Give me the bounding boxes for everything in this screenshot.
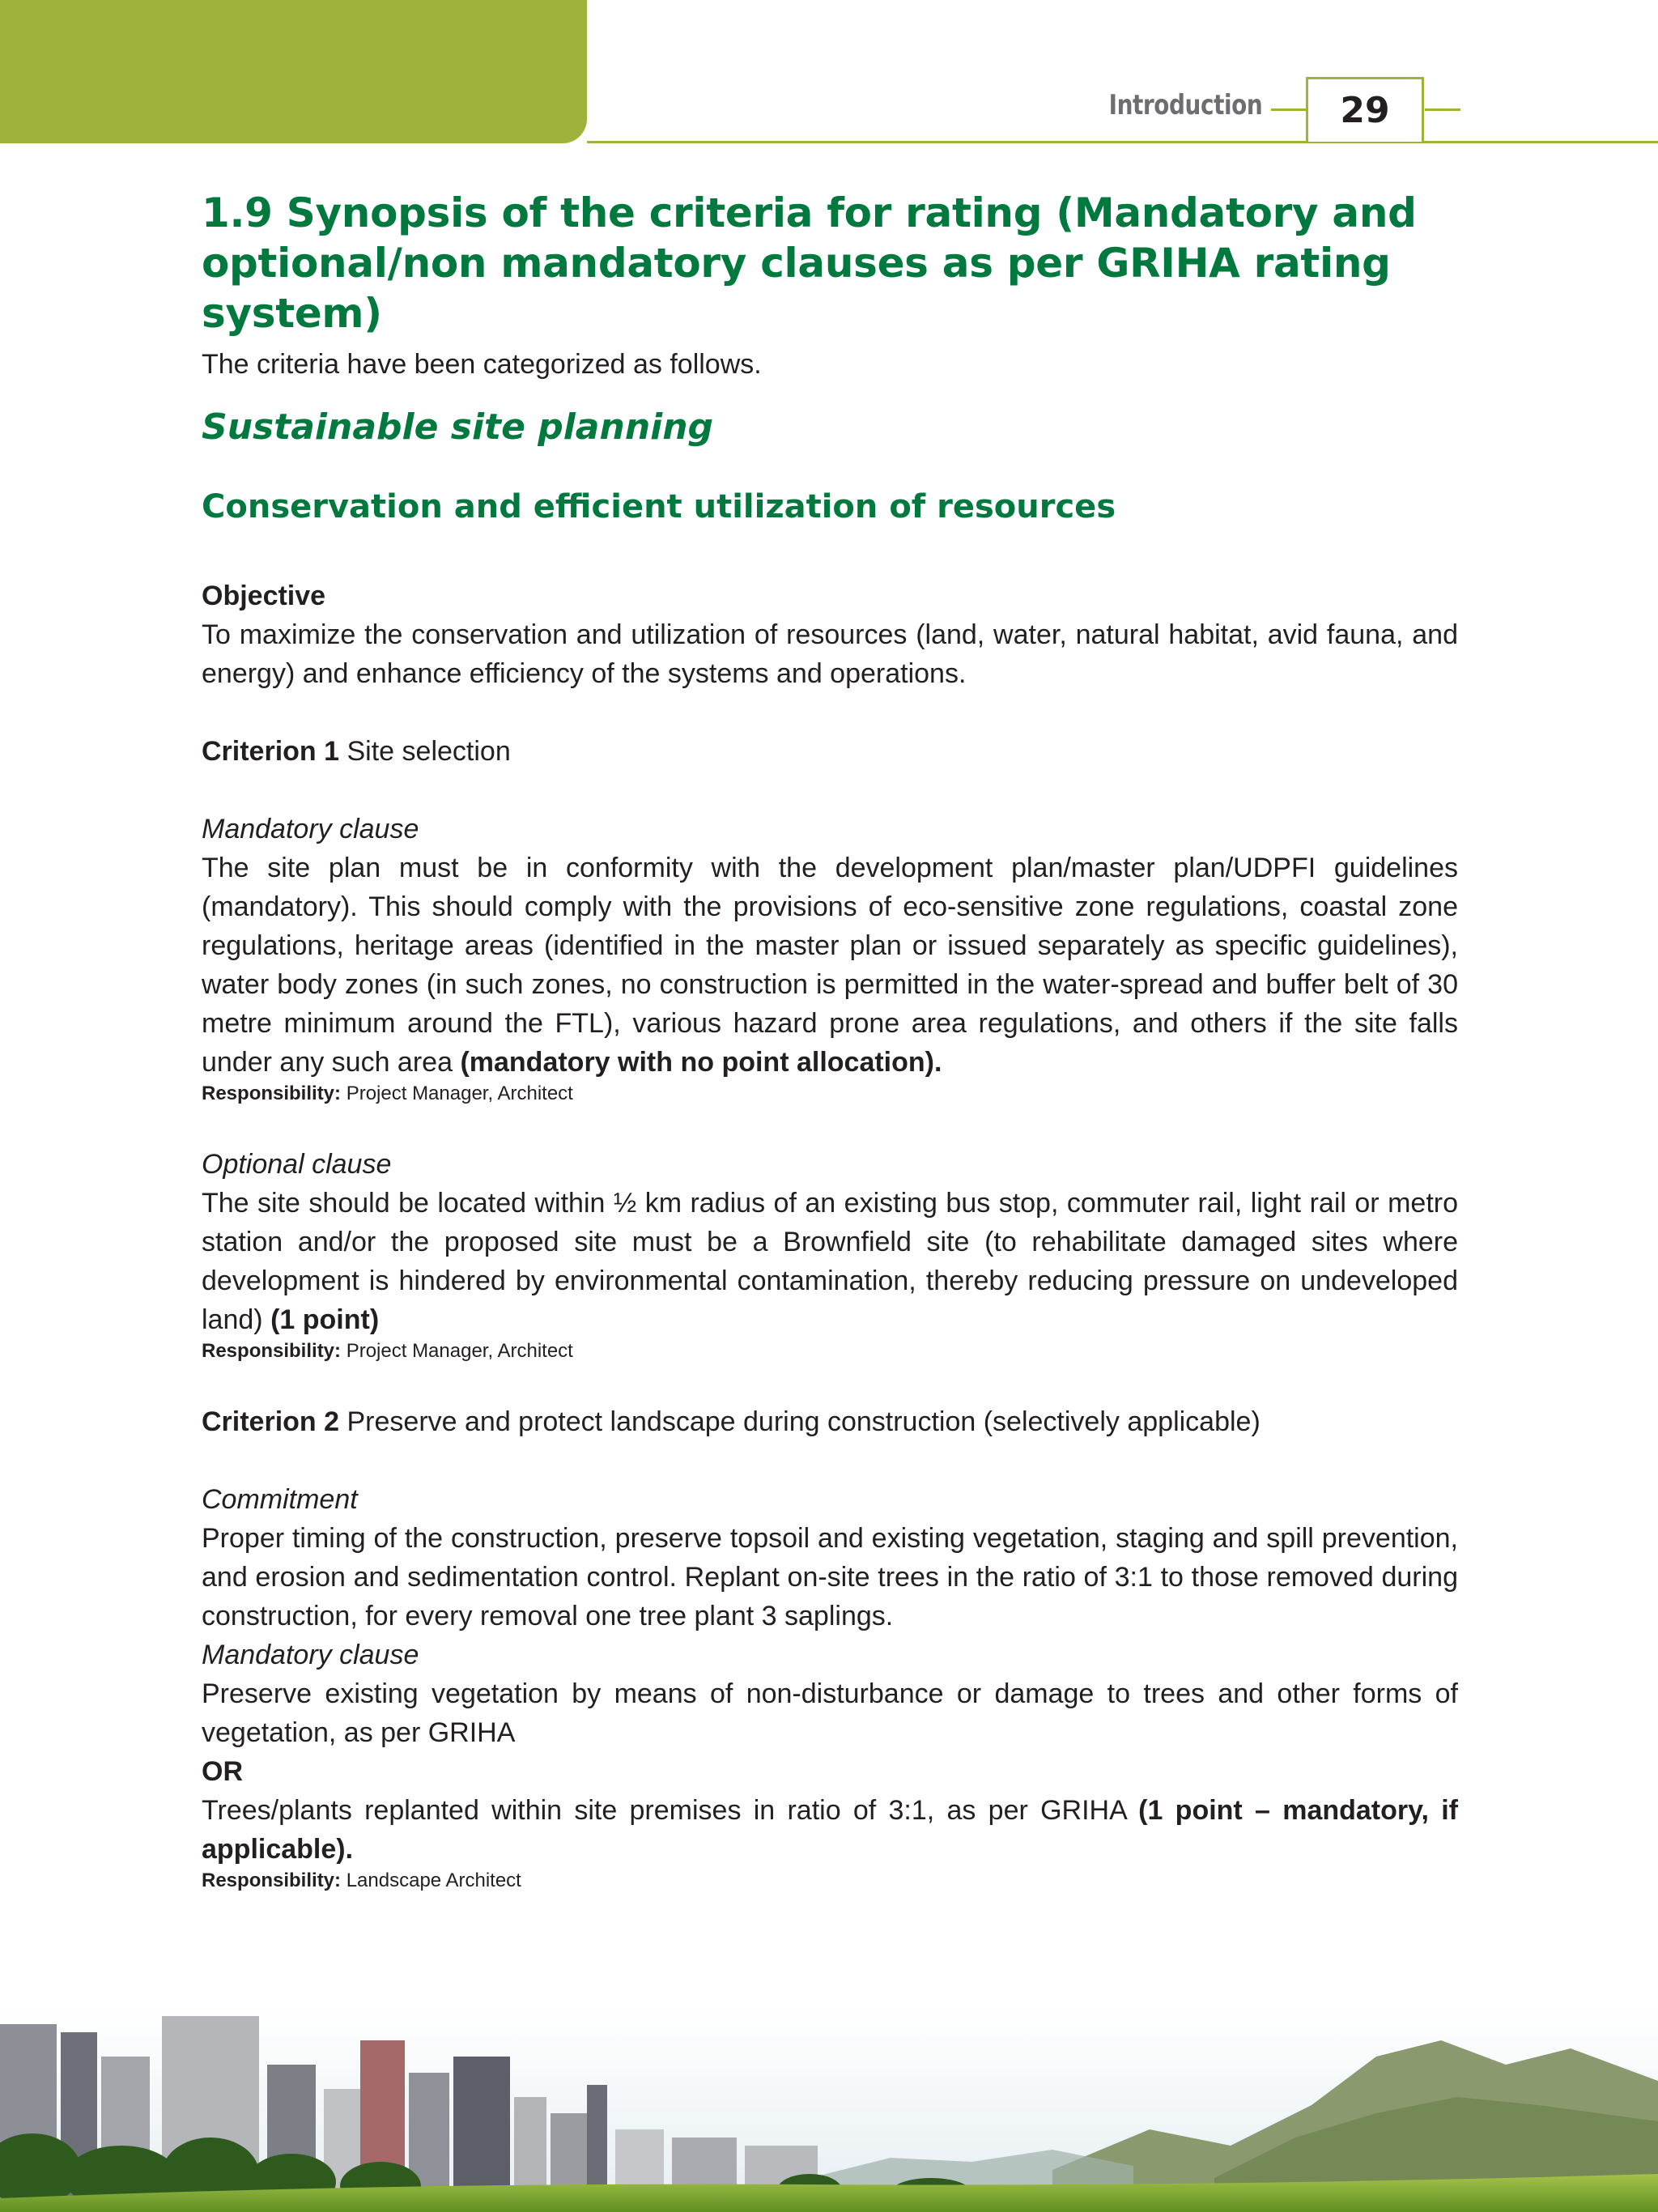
criterion-2-commitment-text: Proper timing of the construction, preserve topsoil and existing vegetation, staging and spill prevention, and erosion and sedimentation control. Replant on-site trees in the ratio of 3:1 to those removed during construction, for every removal one tree plant 3 saplings. [202,1523,1458,1631]
criterion-1-name: Site selection [346,736,511,767]
objective-heading: Objective [202,581,326,611]
criterion-1-optional-text: The site should be located within ½ km radius of an existing bus stop, commuter rail, light rail or metro station and/or the proposed site must be a Brownfield site (to rehabilitate damaged sites where development is hindered by environmental contamination, thereby reducing pressure on undeveloped land) [202,1188,1458,1335]
criterion-2-commitment-heading: Commitment [202,1484,358,1515]
header-tick-left [1271,108,1307,111]
criterion-1-mandatory-heading: Mandatory clause [202,814,419,844]
responsibility-value: Landscape Architect [346,1870,521,1891]
criterion-2-alt-note: (1 point – mandatory, if applicable). [202,1795,1458,1865]
criterion-1-optional-heading: Optional clause [202,1149,392,1180]
criterion-1-mandatory-note: (mandatory with no point allocation). [460,1047,942,1078]
criterion-2-mandatory-text: Preserve existing vegetation by means of non-disturbance or damage to trees and other forms of vegetation, as per GRIHA [202,1678,1458,1748]
intro-text: The criteria have been categorized as follows. [202,349,762,380]
page-number: 29 [1340,90,1390,131]
criterion-1-optional-responsibility [202,1339,1458,1363]
criterion-2-or: OR [202,1756,243,1787]
criterion-1-optional-note: (1 point) [270,1304,380,1335]
header-tick-right [1425,108,1460,111]
criterion-2-alt-paragraph [202,1791,1458,1869]
criterion-1-optional-paragraph [202,1184,1458,1339]
section-heading: Sustainable site planning [202,406,714,448]
responsibility-label: Responsibility: [202,1340,342,1362]
responsibility-value: Project Manager, Architect [346,1340,573,1362]
criterion-2-alt-text: Trees/plants replanted within site premises in ratio of 3:1, as per GRIHA [202,1795,1126,1826]
responsibility-label: Responsibility: [202,1870,342,1891]
criterion-1-label: Criterion 1 [202,736,340,767]
footer-landscape-image [0,2008,1658,2212]
criterion-2-heading [202,1402,1458,1441]
criterion-1-mandatory-text: The site plan must be in conformity with the development plan/master plan/UDPFI guidelines (mandatory). This should comply with the provisions of eco-sensitive zone regulations, coastal zone regulations, heritage areas (identified in the master plan or issued separately as specific guidelines), water body zones (in such zones, no construction is permitted in the water-spread and buffer belt of 30 metre minimum around the FTL), various hazard prone area regulations, and others if the site falls under any such area [202,853,1458,1078]
header-color-band [0,0,587,143]
responsibility-label: Responsibility: [202,1083,342,1104]
criterion-1-heading [202,732,1458,771]
header-rule [587,141,1658,143]
criterion-2-name: Preserve and protect landscape during construction (selectively applicable) [346,1406,1261,1437]
criterion-1-mandatory-responsibility [202,1082,1458,1106]
objective-text: To maximize the conservation and utilization of resources (land, water, natural habitat, avid fauna, and energy) and enhance efficiency of the systems and operations. [202,619,1458,689]
criterion-2-mandatory-heading: Mandatory clause [202,1640,419,1670]
criterion-2-responsibility [202,1869,1458,1893]
responsibility-value: Project Manager, Architect [346,1083,573,1104]
criterion-1-mandatory-paragraph [202,849,1458,1082]
page-number-box [1306,77,1424,142]
subsection-heading: Conservation and efficient utilization of resources [202,488,1116,525]
page-content [202,188,1458,1893]
criterion-2-label: Criterion 2 [202,1406,340,1437]
page-title: 1.9 Synopsis of the criteria for rating (Mandatory and optional/non mandatory clauses as per GRIHA rating system) [202,189,1417,337]
running-header-section: Introduction [1108,89,1263,121]
